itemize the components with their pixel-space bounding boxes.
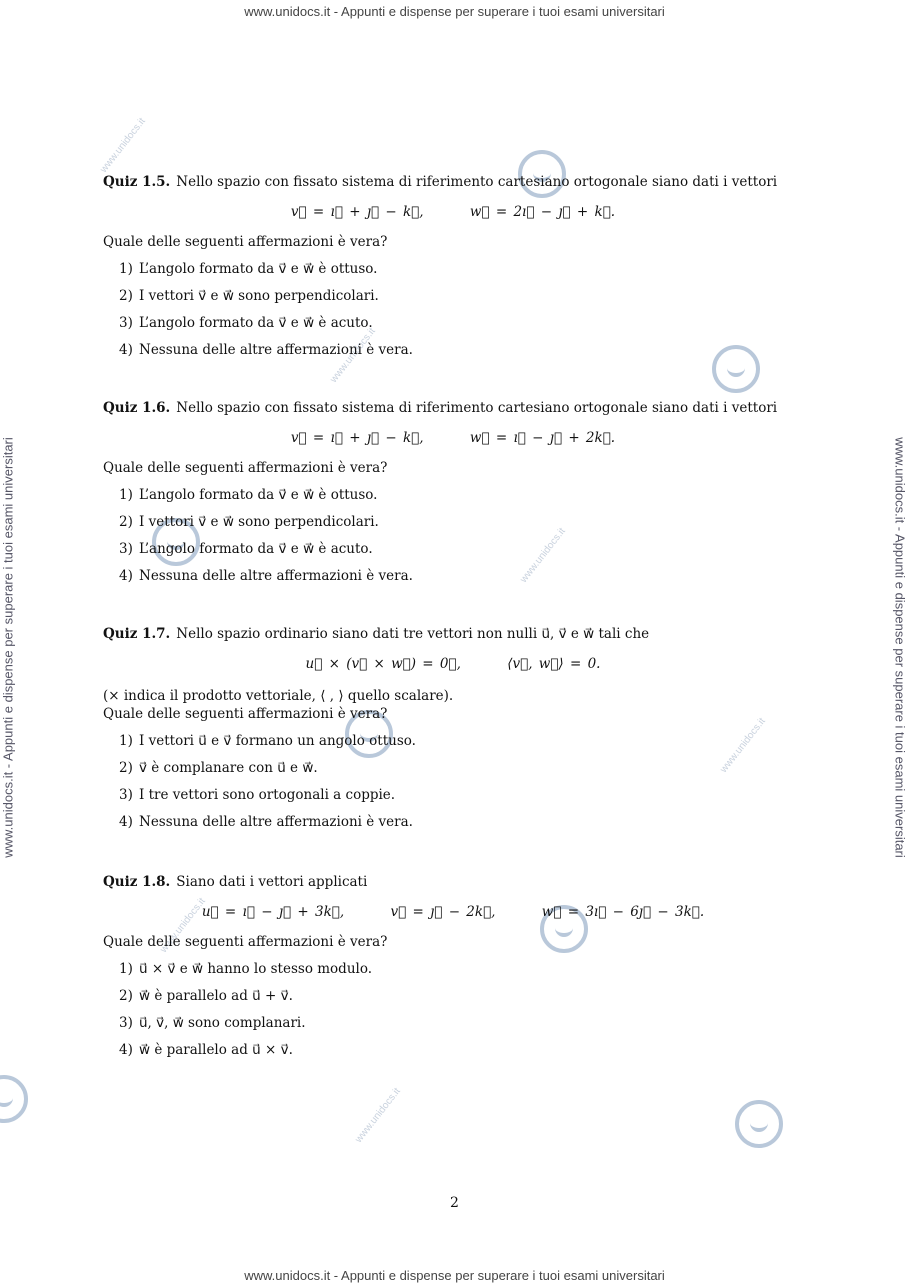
quiz-1-6 (103, 400, 803, 584)
option-item: 1) L’angolo formato da v⃗ e w⃗ è ottuso. (119, 487, 378, 503)
option-item: 2) I vettori v⃗ e w⃗ sono perpendicolari. (119, 288, 379, 304)
question-text: Quale delle seguenti affermazioni è vera? (103, 460, 388, 476)
option-item: 1) L’angolo formato da v⃗ e w⃗ è ottuso. (119, 261, 378, 277)
options-list (103, 261, 803, 358)
quiz-1-7 (103, 626, 803, 830)
watermark-diagonal: www.unidocs.it (158, 896, 208, 955)
option-item: 3) I tre vettori sono ortogonali a coppie. (119, 787, 396, 803)
equation: w⃗ = ı⃗ − ȷ⃗ + 2k⃗. (469, 430, 616, 446)
option-item: 4) Nessuna delle altre affermazioni è vera. (119, 342, 413, 358)
watermark-top[interactable]: www.unidocs.it - Appunti e dispense per superare i tuoi esami universitari (244, 4, 665, 19)
equation: u⃗ = ı⃗ − ȷ⃗ + 3k⃗, (201, 904, 345, 920)
equation: w⃗ = 2ı⃗ − ȷ⃗ + k⃗. (469, 204, 616, 220)
quiz-text: Siano dati i vettori applicati (176, 874, 368, 890)
watermark-left: www.unidocs.it - Appunti e dispense per superare i tuoi esami universitari (0, 437, 16, 858)
option-item: 1) I vettori u⃗ e v⃗ formano un angolo ottuso. (119, 733, 416, 749)
quiz-label: Quiz 1.6. (103, 400, 171, 416)
question-text: Quale delle seguenti affermazioni è vera? (103, 934, 388, 950)
options-list (103, 487, 803, 584)
watermark-diagonal: www.unidocs.it (353, 1086, 403, 1145)
option-item: 2) v⃗ è complanare con u⃗ e w⃗. (119, 760, 318, 776)
quiz-text: Nello spazio con fissato sistema di riferimento cartesiano ortogonale siano dati i vettori (176, 400, 778, 416)
equation-line (103, 204, 803, 220)
option-item: 4) Nessuna delle altre affermazioni è vera. (119, 568, 413, 584)
option-item: 4) w⃗ è parallelo ad u⃗ × v⃗. (119, 1042, 293, 1058)
watermark-diagonal: www.unidocs.it (328, 326, 378, 385)
option-item: 2) w⃗ è parallelo ad u⃗ + v⃗. (119, 988, 293, 1004)
quiz-text: Nello spazio con fissato sistema di riferimento cartesiano ortogonale siano dati i vettori (176, 174, 778, 190)
watermark-bottom[interactable]: www.unidocs.it - Appunti e dispense per superare i tuoi esami universitari (244, 1268, 665, 1283)
watermark-diagonal: www.unidocs.it (98, 116, 148, 175)
quiz-label: Quiz 1.8. (103, 874, 171, 890)
quiz-1-5 (103, 174, 803, 358)
equation-line (103, 430, 803, 446)
quiz-text: Nello spazio ordinario siano dati tre vettori non nulli u⃗, v⃗ e w⃗ tali che (176, 626, 650, 642)
options-list (103, 961, 803, 1058)
quiz-1-8 (103, 874, 803, 1058)
page-number: 2 (450, 1195, 459, 1211)
equation-line (103, 656, 803, 672)
option-item: 1) u⃗ × v⃗ e w⃗ hanno lo stesso modulo. (119, 961, 373, 977)
option-item: 3) u⃗, v⃗, w⃗ sono complanari. (119, 1015, 306, 1031)
question-text: Quale delle seguenti affermazioni è vera? (103, 706, 388, 722)
watermark-diagonal: www.unidocs.it (518, 526, 568, 585)
equation: w⃗ = 3ı⃗ − 6ȷ⃗ − 3k⃗. (541, 904, 705, 920)
option-item: 2) I vettori v⃗ e w⃗ sono perpendicolari. (119, 514, 379, 530)
question-text: Quale delle seguenti affermazioni è vera? (103, 234, 388, 250)
equation-line (103, 904, 803, 920)
equation: v⃗ = ı⃗ + ȷ⃗ − k⃗, (290, 430, 424, 446)
quiz-label: Quiz 1.5. (103, 174, 171, 190)
note-text: (× indica il prodotto vettoriale, ⟨ , ⟩ quello scalare). (103, 688, 454, 704)
equation: u⃗ × (v⃗ × w⃗) = 0⃗, (305, 656, 461, 672)
watermark-diagonal: www.unidocs.it (718, 716, 768, 775)
watermark-logo-icon (0, 1075, 28, 1123)
option-item: 3) L’angolo formato da v⃗ e w⃗ è acuto. (119, 541, 373, 557)
quiz-label: Quiz 1.7. (103, 626, 171, 642)
option-item: 4) Nessuna delle altre affermazioni è vera. (119, 814, 413, 830)
equation: v⃗ = ı⃗ + ȷ⃗ − k⃗, (290, 204, 424, 220)
watermark-right: www.unidocs.it - Appunti e dispense per superare i tuoi esami universitari (892, 437, 908, 858)
options-list (103, 733, 803, 830)
equation: ⟨v⃗, w⃗⟩ = 0. (507, 656, 601, 672)
equation: v⃗ = ȷ⃗ − 2k⃗, (390, 904, 496, 920)
option-item: 3) L’angolo formato da v⃗ e w⃗ è acuto. (119, 315, 373, 331)
watermark-logo-icon (735, 1100, 783, 1148)
